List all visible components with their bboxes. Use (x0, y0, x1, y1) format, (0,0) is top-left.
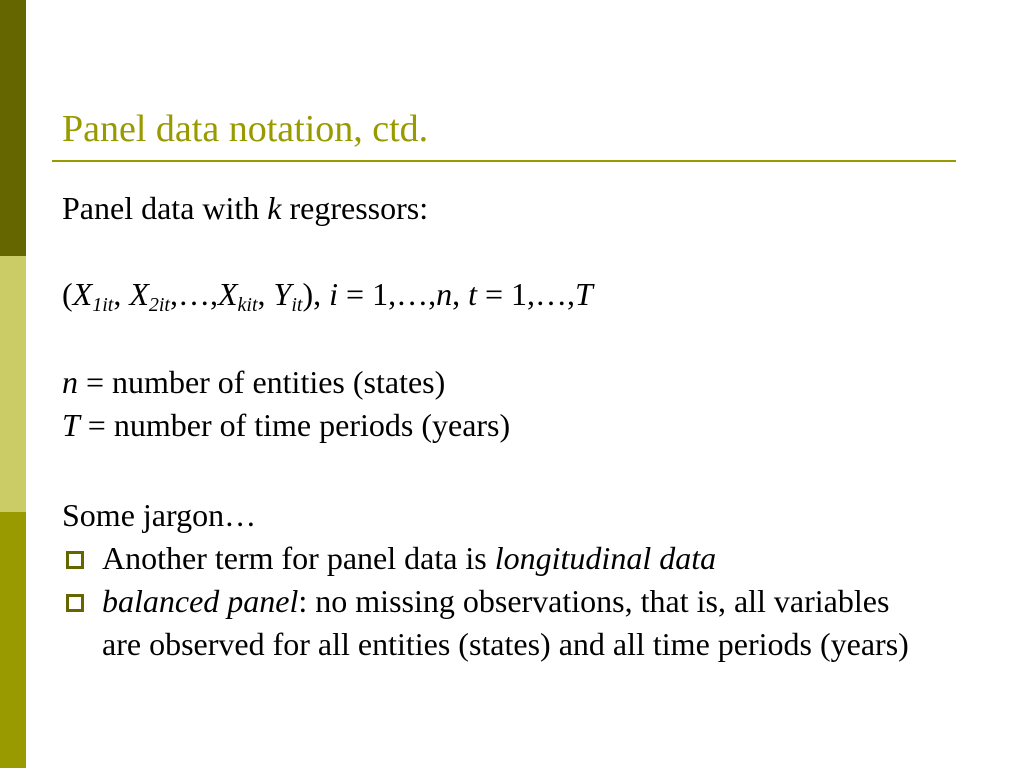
bullet-suffix: : no missing observations, that is, all variables are observed for all entities (states) and all time periods (years) (102, 583, 909, 662)
slide-title: Panel data notation, ctd. (62, 108, 429, 150)
intro-line (62, 187, 428, 230)
square-bullet-icon (66, 594, 84, 612)
list-item (62, 580, 922, 666)
formula-comma: , (452, 276, 469, 312)
bullet-term: longitudinal data (494, 540, 717, 576)
formula-open-paren: ( (62, 276, 73, 312)
formula-t-range: = 1,…, (476, 276, 575, 312)
formula-close-paren: ), (302, 276, 330, 312)
n-symbol: n (62, 364, 78, 400)
formula-xk: X (218, 276, 238, 312)
intro-suffix: regressors: (281, 190, 429, 226)
formula-x2: X (129, 276, 149, 312)
list-item (62, 537, 922, 580)
formula-sub-2it: 2it (148, 294, 170, 316)
title-divider (52, 160, 956, 162)
sidebar-band-top (0, 0, 26, 256)
sidebar-band-bottom (0, 512, 26, 768)
sidebar-band-middle (0, 256, 26, 512)
n-definition-text: = number of entities (states) (78, 364, 446, 400)
k-symbol: k (267, 190, 282, 226)
bullet-text: Another term for panel data is (102, 540, 495, 576)
formula-comma: , (257, 276, 274, 312)
bullet-term: balanced panel (102, 583, 299, 619)
formula-ellipsis: ,…, (170, 276, 218, 312)
formula-sub-1it: 1it (92, 294, 114, 316)
T-symbol: T (62, 407, 80, 443)
intro-prefix: Panel data with (62, 190, 268, 226)
panel-notation-formula (62, 273, 593, 316)
jargon-list (62, 537, 922, 666)
T-definition-text: = number of time periods (years) (79, 407, 511, 443)
T-definition (62, 404, 510, 447)
formula-y: Y (273, 276, 292, 312)
formula-comma: , (113, 276, 130, 312)
formula-i: i (329, 276, 339, 312)
formula-T: T (575, 276, 593, 312)
formula-x1: X (72, 276, 93, 312)
formula-n: n (436, 276, 453, 312)
square-bullet-icon (66, 551, 84, 569)
formula-i-range: = 1,…, (338, 276, 437, 312)
formula-t: t (468, 276, 477, 312)
formula-sub-it: it (291, 294, 303, 316)
jargon-heading: Some jargon… (62, 497, 257, 533)
formula-sub-kit: kit (237, 294, 258, 316)
n-definition (62, 361, 445, 404)
